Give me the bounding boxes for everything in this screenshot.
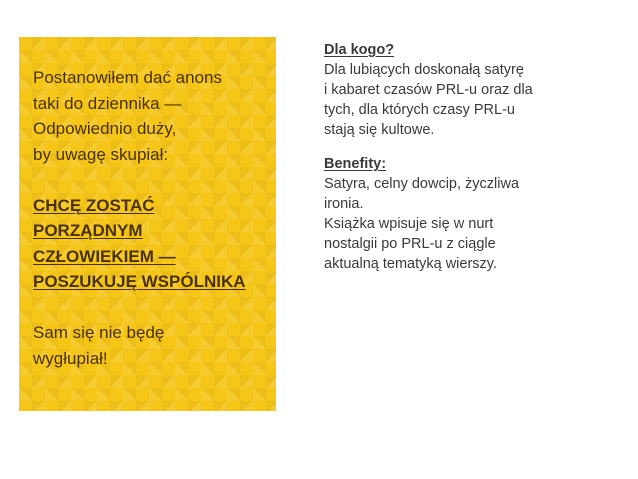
audience-line: stają się kultowe. [324, 122, 435, 138]
yellow-poem-panel [19, 37, 276, 411]
benefits-line: nostalgii po PRL-u z ciągle [324, 236, 496, 252]
benefits-line: Książka wpisuje się w nurt [324, 216, 494, 232]
benefits-line: Satyra, celny dowcip, życzliwa [324, 176, 520, 192]
poem-headline-line: CZŁOWIEKIEM — [33, 246, 176, 266]
audience-heading: Dla kogo? [324, 42, 395, 58]
benefits-line: aktualną tematyką wierszy. [324, 256, 497, 272]
info-column [324, 40, 614, 274]
poem-line: by uwagę skupiał: [33, 144, 169, 164]
poem-headline-line: CHCĘ ZOSTAĆ [33, 195, 155, 215]
poem-closing-line: Sam się nie będę [33, 323, 165, 342]
poem-line: taki do dziennika — [33, 93, 182, 113]
poem-headline-line: PORZĄDNYM [33, 221, 143, 240]
benefits-line: ironia. [324, 196, 364, 212]
audience-line: tych, dla których czasy PRL-u [324, 102, 515, 118]
audience-line: i kabaret czasów PRL-u oraz dla [324, 82, 533, 98]
poem-gap [33, 167, 269, 193]
audience-line: Dla lubiących doskonałą satyrę [324, 62, 524, 78]
poem-gap [33, 295, 269, 321]
poem-headline-line: POSZUKUJĘ WSPÓLNIKA [33, 272, 246, 291]
poem-line: Odpowiednio duży, [33, 119, 177, 138]
poem-text [33, 65, 269, 371]
poem-closing-line: wygłupiał! [33, 348, 108, 368]
benefits-heading: Benefity: [324, 156, 387, 172]
section-gap [324, 140, 614, 154]
poem-line: Postanowiłem dać anons [33, 68, 223, 87]
